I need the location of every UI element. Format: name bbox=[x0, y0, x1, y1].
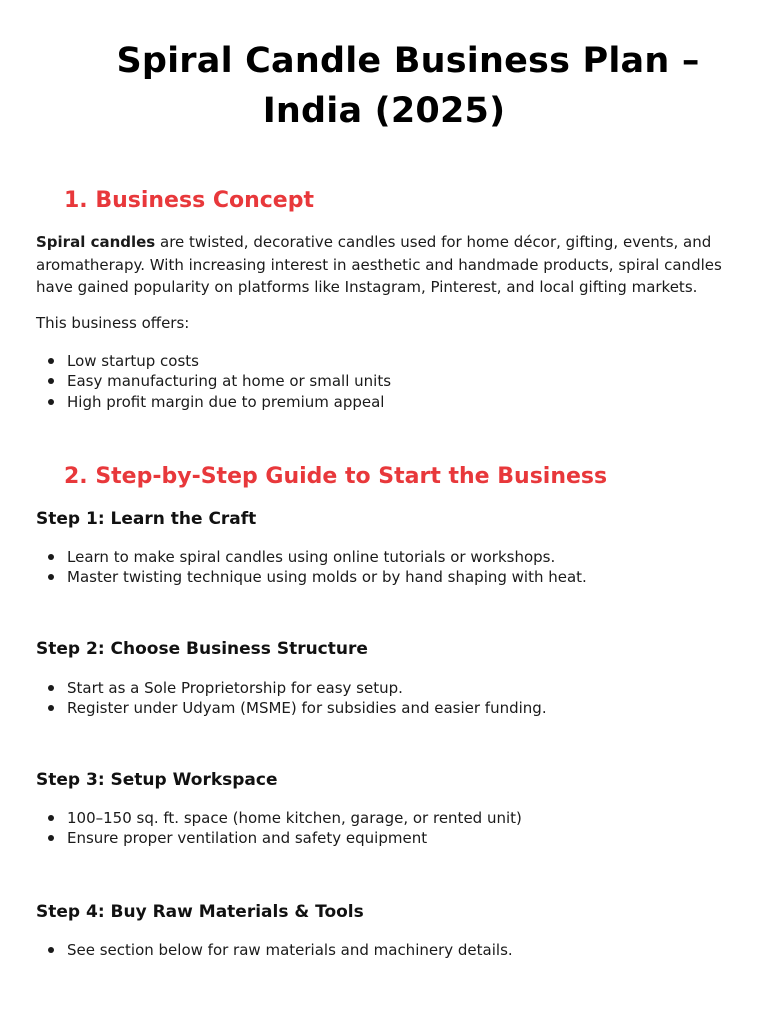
bullet-icon bbox=[48, 705, 54, 711]
list-item: Start as a Sole Proprietorship for easy setup. bbox=[36, 678, 547, 698]
bullet-icon bbox=[48, 554, 54, 560]
bullet-icon bbox=[48, 947, 54, 953]
step-2-list bbox=[36, 678, 547, 719]
title-line-1: Spiral Candle Business Plan – bbox=[116, 41, 700, 81]
step-4-heading: Step 4: Buy Raw Materials & Tools bbox=[36, 902, 364, 922]
bullet-icon bbox=[48, 835, 54, 841]
list-item: 100–150 sq. ft. space (home kitchen, garage, or rented unit) bbox=[36, 808, 522, 828]
intro-bold-term: Spiral candles bbox=[36, 233, 156, 251]
bullet-icon bbox=[48, 358, 54, 364]
step-3-heading: Step 3: Setup Workspace bbox=[36, 770, 278, 790]
offers-list bbox=[36, 351, 391, 412]
list-item: See section below for raw materials and machinery details. bbox=[36, 940, 513, 960]
intro-text: are twisted, decorative candles used for home décor, gifting, events, and aromatherapy. With increasing interest in aesthetic and handmade products, spiral candles have gained popularity on platforms like Instagram, Pinterest, and local gifting markets. bbox=[36, 233, 722, 296]
list-item: High profit margin due to premium appeal bbox=[36, 392, 391, 412]
bullet-icon bbox=[48, 378, 54, 384]
step-4-list bbox=[36, 940, 513, 960]
bullet-icon bbox=[48, 815, 54, 821]
bullet-icon bbox=[48, 574, 54, 580]
step-3-list bbox=[36, 808, 522, 849]
list-item: Low startup costs bbox=[36, 351, 391, 371]
list-item: Master twisting technique using molds or by hand shaping with heat. bbox=[36, 567, 587, 587]
bullet-icon bbox=[48, 399, 54, 405]
title-line-2: India (2025) bbox=[262, 91, 506, 131]
concept-intro-paragraph bbox=[36, 231, 736, 299]
document-title bbox=[0, 36, 768, 136]
list-item: Learn to make spiral candles using online tutorials or workshops. bbox=[36, 547, 587, 567]
step-1-list bbox=[36, 547, 587, 588]
list-item: Easy manufacturing at home or small units bbox=[36, 371, 391, 391]
list-item: Register under Udyam (MSME) for subsidies and easier funding. bbox=[36, 698, 547, 718]
offers-label: This business offers: bbox=[36, 314, 190, 332]
bullet-icon bbox=[48, 685, 54, 691]
step-2-heading: Step 2: Choose Business Structure bbox=[36, 639, 368, 659]
section-heading-step-guide: 2. Step-by-Step Guide to Start the Business bbox=[64, 464, 608, 489]
step-1-heading: Step 1: Learn the Craft bbox=[36, 509, 257, 529]
list-item: Ensure proper ventilation and safety equipment bbox=[36, 828, 522, 848]
section-heading-business-concept: 1. Business Concept bbox=[64, 188, 314, 213]
